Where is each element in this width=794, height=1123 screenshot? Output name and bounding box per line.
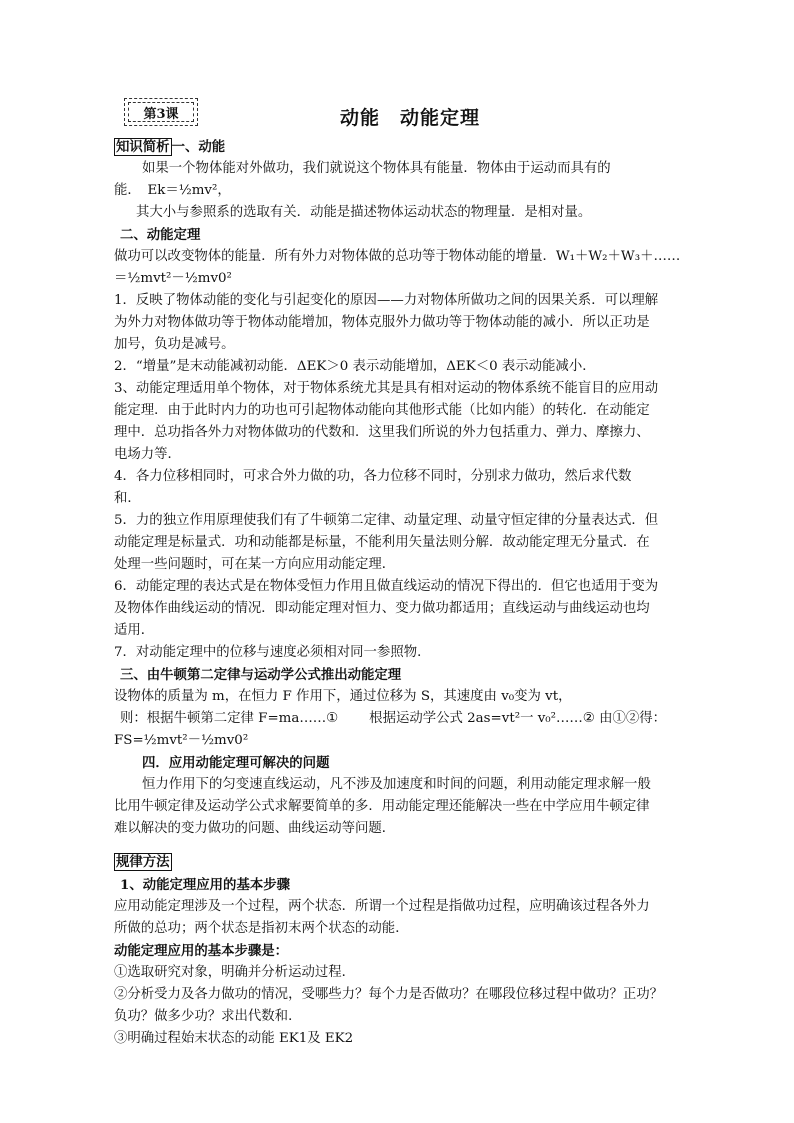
list-item-1-line: 加号，负功是减号。 <box>114 337 235 352</box>
lesson-label-box <box>124 98 198 126</box>
section-tag-methods: 规律方法 <box>116 854 170 870</box>
derivation-formula: FS=½mvt²－½mv0² <box>114 733 249 748</box>
list-item-5-line: 处理一些问题时，可在某一方向应用动能定理． <box>114 557 396 572</box>
list-item-7: 7．对动能定理中的位移与速度必须相对同一参照物． <box>114 645 431 660</box>
heading-derivation: 三、由牛顿第二定律与运动学公式推出动能定理 <box>120 667 402 683</box>
derivation-line: 则：根据牛顿第二定律 F=ma……① 根据运动学公式 2as=vt²一 v₀²……② 由①②得： <box>120 711 667 726</box>
section-tag-knowledge: 知识简析 <box>116 139 170 155</box>
list-item-3-line: 3、动能定理适用单个物体，对于物体系统尤其是具有相对运动的物体系统不能盲目的应用动 <box>114 381 659 396</box>
list-item-3-line: 能定理．由于此时内力的功也可引起物体动能向其他形式能（比如内能）的转化．在动能定 <box>114 403 650 418</box>
paragraph-line: 应用动能定理涉及一个过程，两个状态．所谓一个过程是指做功过程，应明确该过程各外力 <box>114 899 650 914</box>
section-heading-row <box>114 136 225 159</box>
list-item-3-line: 电场力等． <box>114 447 181 462</box>
lesson-label: 第3课 <box>128 102 194 122</box>
paragraph-line: 如果一个物体能对外做功，我们就说这个物体具有能量．物体由于运动而具有的 <box>142 161 611 176</box>
derivation-line: 设物体的质量为 m，在恒力 F 作用下，通过位移为 S，其速度由 v₀变为 vt， <box>114 689 572 704</box>
list-item-6-line: 6．动能定理的表达式是在物体受恒力作用且做直线运动的情况下得出的．但它也适用于变为 <box>114 579 659 594</box>
list-item-1-line: 为外力对物体做功等于物体动能增加，物体克服外力做功等于物体动能的减小．所以正功是 <box>114 315 650 330</box>
list-item-3-line: 理中．总功指各外力对物体做功的代数和．这里我们所说的外力包括重力、弹力、摩擦力、 <box>114 425 650 440</box>
step-1: ①选取研究对象，明确并分析运动过程． <box>114 965 356 980</box>
list-item-5-line: 动能定理是标量式．功和动能都是标量，不能利用矢量法则分解．故动能定理无分量式．在 <box>114 535 650 550</box>
list-item-6-line: 及物体作曲线运动的情况．即动能定理对恒力、变力做功都适用；直线运动与曲线运动也均 <box>114 601 650 616</box>
page-title: 动能 动能定理 <box>339 107 480 129</box>
list-item-6-line: 适用． <box>114 623 155 638</box>
paragraph-line: 难以解决的变力做功的问题、曲线运动等问题． <box>114 821 396 836</box>
list-item-2: 2．“增量”是末动能减初动能．ΔEK＞0 表示动能增加，ΔEK＜0 表示动能减小． <box>114 359 596 374</box>
paragraph-line: 其大小与参照系的选取有关．动能是描述物体运动状态的物理量．是相对量。 <box>136 205 592 220</box>
paragraph-line: 做功可以改变物体的能量．所有外力对物体做的总功等于物体动能的增量．W₁＋W₂＋W₃＋…… <box>114 249 681 264</box>
formula-line: ＝½mvt²－½mv0² <box>114 271 232 286</box>
list-item-4-line: 和． <box>114 491 141 506</box>
list-item-1-line: 1．反映了物体动能的变化与引起变化的原因——力对物体所做功之间的因果关系．可以理解 <box>114 293 659 308</box>
paragraph-line: 比用牛顿定律及运动学公式求解要简单的多．用动能定理还能解决一些在中学应用牛顿定律 <box>114 799 650 814</box>
heading-steps-list: 动能定理应用的基本步骤是： <box>114 943 289 959</box>
list-item-5-line: 5．力的独立作用原理使我们有了牛顿第二定律、动量定理、动量守恒定律的分量表达式．但 <box>114 513 659 528</box>
heading-theorem: 二、动能定理 <box>120 227 201 243</box>
paragraph-line: 所做的总功；两个状态是指初末两个状态的动能． <box>114 921 409 936</box>
step-2-line: ②分析受力及各力做功的情况，受哪些力？每个力是否做功？在哪段位移过程中做功？正功？ <box>114 987 664 1002</box>
paragraph-line: 能． Ek＝½mv²， <box>114 183 231 198</box>
heading-kinetic-energy: 一、动能 <box>171 139 226 155</box>
list-item-4-line: 4．各力位移相同时，可求合外力做的功，各力位移不同时，分别求力做功，然后求代数 <box>114 469 632 484</box>
section-tag-row <box>114 852 172 874</box>
step-3: ③明确过程始末状态的动能 EK1及 EK2 <box>114 1031 354 1046</box>
heading-basic-steps: 1、动能定理应用的基本步骤 <box>120 877 291 893</box>
step-2-line: 负功？做多少功？求出代数和． <box>114 1009 302 1024</box>
paragraph-line: 恒力作用下的匀变速直线运动，凡不涉及加速度和时间的问题，利用动能定理求解一般 <box>142 777 651 792</box>
heading-applications: 四．应用动能定理可解决的问题 <box>142 755 330 771</box>
